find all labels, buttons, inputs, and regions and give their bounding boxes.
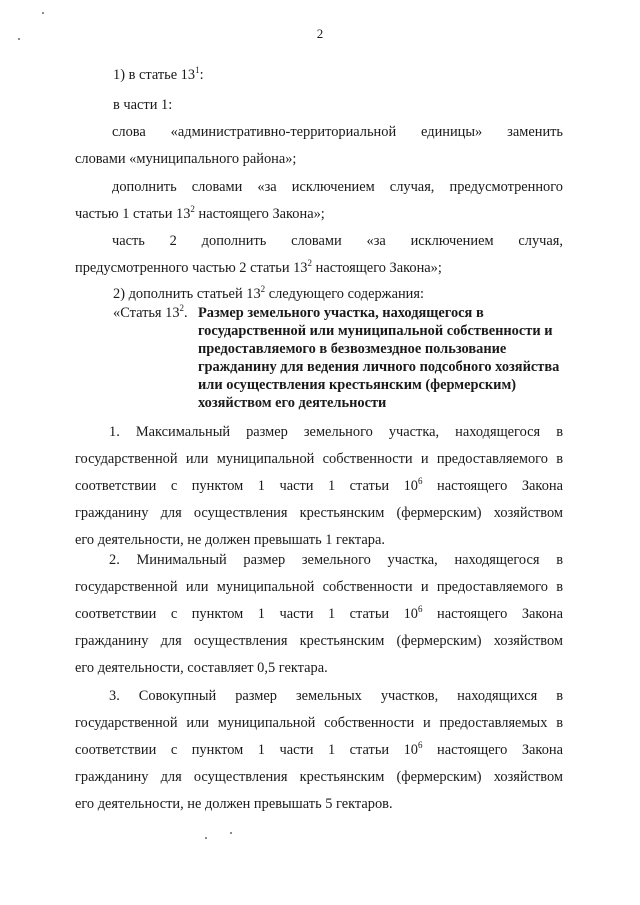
clause-3-line4: гражданину для осуществления крестьянским (фермерским) хозяйством	[75, 769, 563, 785]
paragraph-add-article: 2) дополнить статьей $13^2$ следующего содержания:	[113, 284, 424, 302]
paragraph-part-2-line1: часть 2 дополнить словами «за исключением случая,	[112, 233, 563, 249]
clause-1-line4: гражданину для осуществления крестьянским (фермерским) хозяйством	[75, 505, 563, 521]
paragraph-replace-words-line1: слова «административно-территориальной единицы» заменить	[112, 124, 563, 140]
article-title: Размер земельного участка, находящегося в государственной или муниципальной собственности и предоставляемого в безвозмездное пользование гражданину для ведения личного подсобного хозяйства или осуществления крестьянским (фермерским) хозяйством его деятельности	[198, 305, 560, 411]
clause-1-line5: его деятельности, не должен превышать 1 гектара.	[75, 532, 385, 548]
paragraph-replace-words-line2: словами «муниципального района»;	[75, 151, 297, 167]
scan-speck	[230, 832, 232, 834]
clause-2-line4: гражданину для осуществления крестьянским (фермерским) хозяйством	[75, 633, 563, 649]
clause-2-line5: его деятельности, составляет 0,5 гектара.	[75, 660, 328, 676]
paragraph-add-words-line2: частью 1 статьи $13^2$ настоящего Закона»;	[75, 204, 325, 222]
clause-1-line1: 1. Максимальный размер земельного участка, находящегося в	[109, 424, 563, 440]
paragraph-amend-article: 1) в статье $13^1$:	[113, 65, 204, 83]
clause-3-line1: 3. Совокупный размер земельных участков, находящихся в	[109, 688, 563, 704]
clause-3-line5: его деятельности, не должен превышать 5 гектаров.	[75, 796, 393, 812]
clause-2-line2: государственной или муниципальной собственности и предоставляемого в	[75, 579, 563, 595]
clause-1-line3: соответствии с пунктом 1 части 1 статьи $10^6$ настоящего Закона	[75, 476, 563, 494]
scan-speck	[42, 12, 44, 14]
paragraph-add-words-line1: дополнить словами «за исключением случая, предусмотренного	[112, 179, 563, 195]
article-number: «Статья $13^2$.	[113, 303, 188, 321]
clause-2-line3: соответствии с пунктом 1 части 1 статьи $10^6$ настоящего Закона	[75, 604, 563, 622]
page-number: 2	[316, 26, 324, 41]
paragraph-part-1: в части 1:	[113, 97, 173, 113]
clause-3-line3: соответствии с пунктом 1 части 1 статьи $10^6$ настоящего Закона	[75, 740, 563, 758]
clause-3-line2: государственной или муниципальной собственности и предоставляемых в	[75, 715, 563, 731]
clause-2-line1: 2. Минимальный размер земельного участка, находящегося в	[109, 552, 563, 568]
scan-speck	[205, 837, 207, 839]
clause-1-line2: государственной или муниципальной собственности и предоставляемого в	[75, 451, 563, 467]
paragraph-part-2-line2: предусмотренного частью 2 статьи $13^2$ настоящего Закона»;	[75, 258, 442, 276]
